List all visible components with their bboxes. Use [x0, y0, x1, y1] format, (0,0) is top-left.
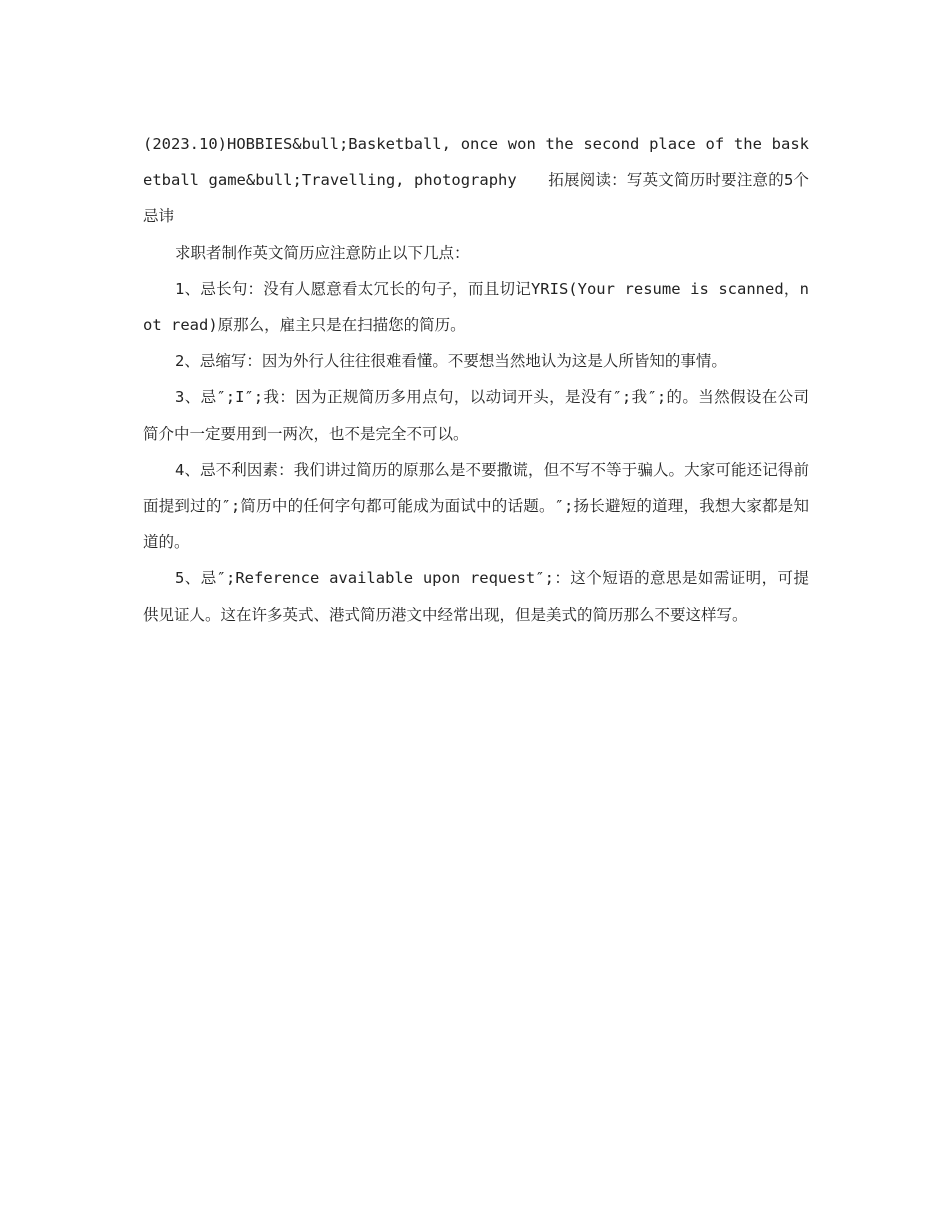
paragraph-item-1: 1、忌长句：没有人愿意看太冗长的句子，而且切记YRIS(Your resume is scanned，not read)原那么，雇主只是在扫描您的简历。	[143, 279, 809, 335]
paragraph-item-5: 5、忌″;Reference available upon request″;：这个短语的意思是如需证明，可提供见证人。这在许多英式、港式简历港文中经常出现，但是美式的简历那么不要这样写。	[143, 569, 809, 624]
paragraph-item-2: 2、忌缩写：因为外行人往往很难看懂。不要想当然地认为这是人所皆知的事情。	[175, 352, 727, 371]
document-body	[143, 126, 809, 633]
paragraph-hobbies: (2023.10)HOBBIES&bull;Basketball, once won the second place of the basketball game&bull;Travelling, photography 拓展阅读：写英文简历时要注意的5个忌讳	[143, 135, 809, 226]
paragraph-intro: 求职者制作英文简历应注意防止以下几点：	[175, 243, 470, 262]
paragraph-item-3: 3、忌″;I″;我：因为正规简历多用点句，以动词开头，是没有″;我″;的。当然假设在公司简介中一定要用到一两次，也不是完全不可以。	[143, 388, 809, 443]
paragraph-item-4: 4、忌不利因素：我们讲过简历的原那么是不要撒谎，但不写不等于骗人。大家可能还记得前面提到过的″;简历中的任何字句都可能成为面试中的话题。″;扬长避短的道理，我想大家都是知道的。	[143, 460, 809, 552]
